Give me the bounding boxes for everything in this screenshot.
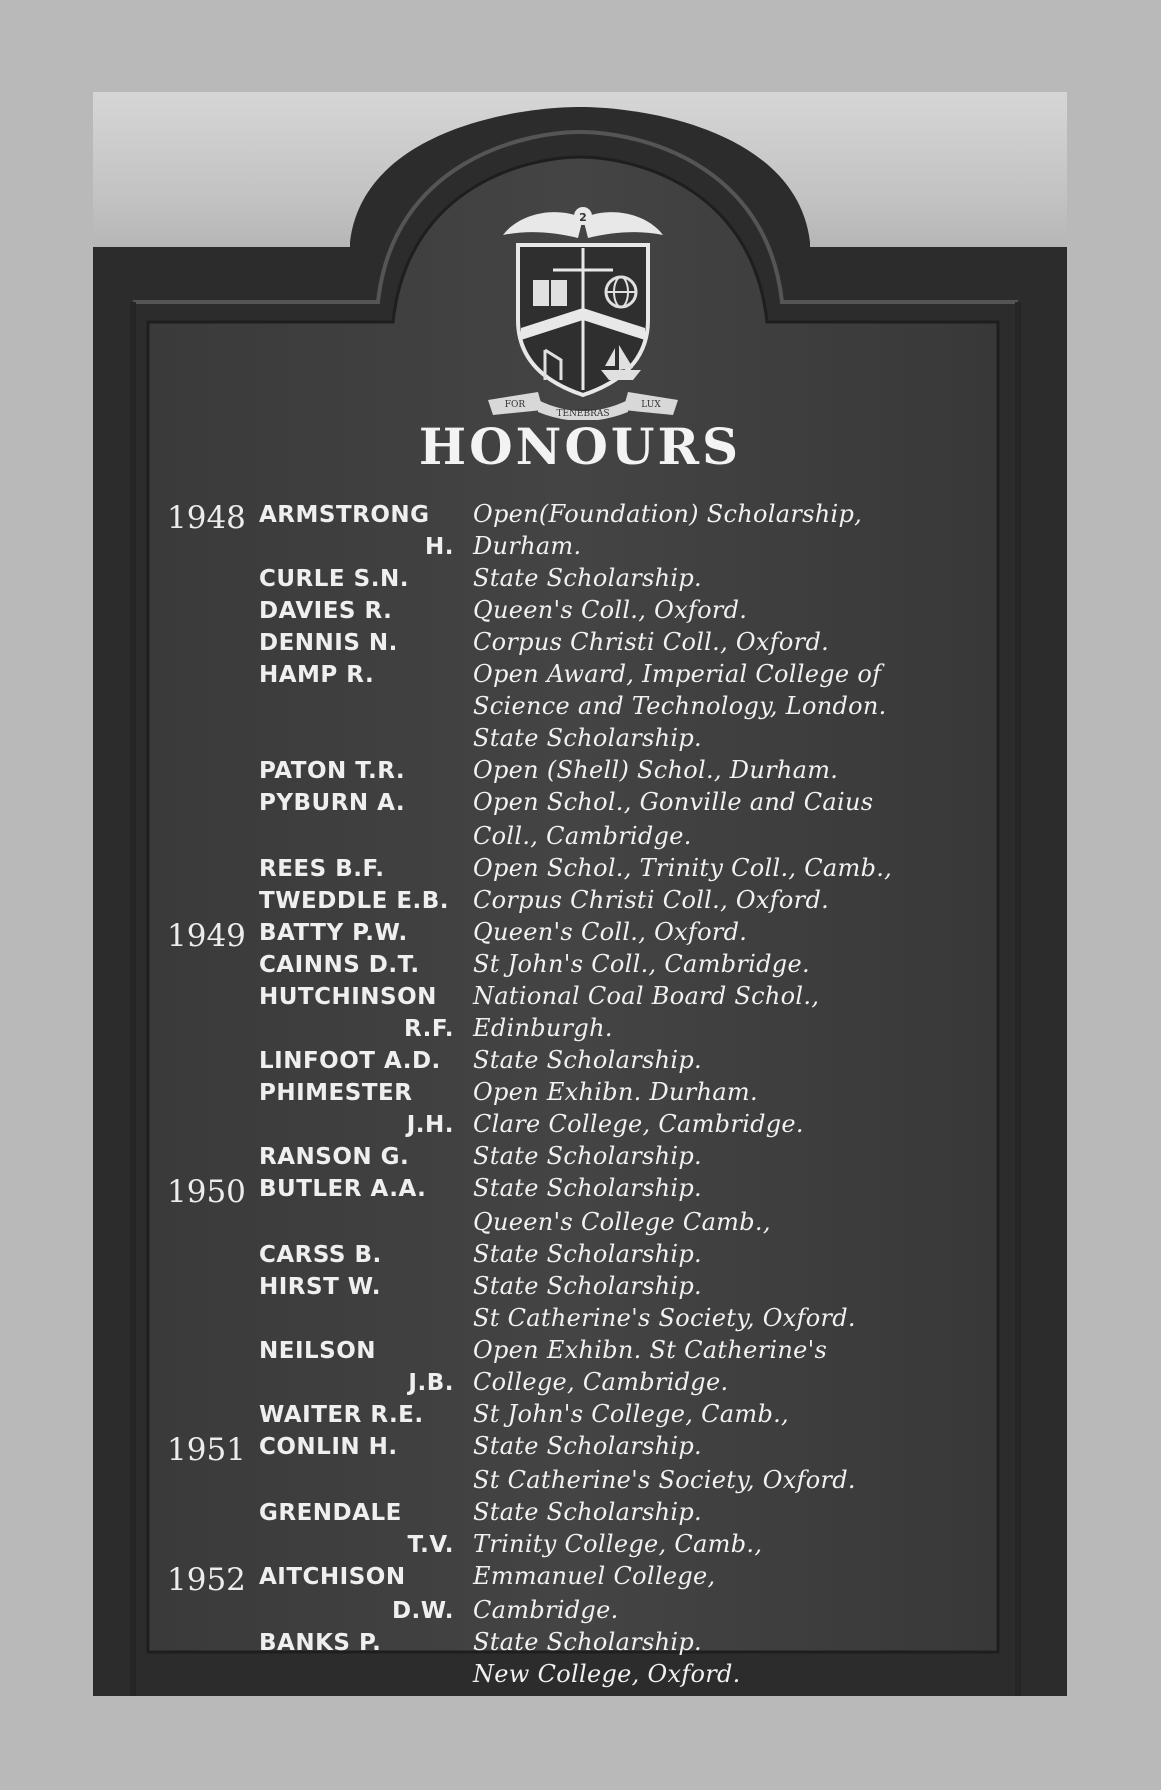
honour-text: St John's Coll., Cambridge.: [473, 950, 810, 978]
honour-text: National Coal Board Schol.,: [473, 982, 820, 1010]
honour-row: [93, 1432, 1067, 1468]
honour-row: [93, 1498, 1067, 1530]
student-name: BATTY P.W.: [259, 920, 408, 946]
honour-text: Cambridge.: [473, 1596, 619, 1624]
student-name: BANKS P.: [259, 1630, 382, 1656]
honour-text: Corpus Christi Coll., Oxford.: [473, 886, 830, 914]
crest-motto-left: FOR: [504, 400, 526, 410]
year-label: 1951: [167, 1432, 246, 1468]
student-name: HUTCHINSON: [259, 984, 437, 1010]
honour-text: Open Schol., Trinity Coll., Camb.,: [473, 854, 893, 882]
honour-row: [93, 1596, 1067, 1628]
student-name: BUTLER A.A.: [259, 1176, 427, 1202]
student-name: GRENDALE: [259, 1500, 402, 1526]
honour-row: [93, 1336, 1067, 1368]
honour-text: Emmanuel College,: [473, 1562, 716, 1590]
honour-row: [93, 1110, 1067, 1142]
honour-row: [93, 1562, 1067, 1598]
honour-text: State Scholarship.: [473, 1174, 702, 1202]
student-name: RANSON G.: [259, 1144, 410, 1170]
honour-row: [93, 854, 1067, 886]
student-name: H.: [425, 534, 454, 560]
honour-row: [93, 532, 1067, 564]
honour-row: [93, 1174, 1067, 1210]
student-name: CONLIN H.: [259, 1434, 398, 1460]
honour-row: [93, 500, 1067, 536]
honour-text: Durham.: [473, 532, 582, 560]
honour-row: [93, 1628, 1067, 1660]
honours-board-photo: [93, 92, 1067, 1696]
honour-text: Open (Shell) Schol., Durham.: [473, 756, 839, 784]
honour-text: Science and Technology, London.: [473, 692, 887, 720]
honour-row: [93, 1046, 1067, 1078]
honour-text: State Scholarship.: [473, 1432, 702, 1460]
honour-text: St Catherine's Society, Oxford.: [473, 1304, 856, 1332]
honour-row: [93, 886, 1067, 918]
honour-row: [93, 628, 1067, 660]
honour-text: Queen's Coll., Oxford.: [473, 596, 748, 624]
honour-row: [93, 1368, 1067, 1400]
student-name: CURLE S.N.: [259, 566, 409, 592]
honour-row: [93, 1142, 1067, 1174]
student-name: R.F.: [404, 1016, 454, 1042]
year-label: 1952: [167, 1562, 246, 1598]
student-name: T.V.: [407, 1532, 454, 1558]
honour-row: [93, 596, 1067, 628]
honour-text: St John's College, Camb.,: [473, 1400, 789, 1428]
honour-row: [93, 692, 1067, 724]
honour-text: State Scholarship.: [473, 1498, 702, 1526]
honour-text: Queen's Coll., Oxford.: [473, 918, 748, 946]
honour-row: [93, 950, 1067, 982]
honour-row: [93, 1240, 1067, 1272]
honour-row: [93, 982, 1067, 1014]
honour-text: State Scholarship.: [473, 1628, 702, 1656]
crest-motto-center: TENEBRAS: [556, 409, 610, 419]
honour-row: [93, 1530, 1067, 1562]
crest-motto-right: LUX: [641, 400, 661, 410]
student-name: TWEDDLE E.B.: [259, 888, 450, 914]
honour-text: State Scholarship.: [473, 1240, 702, 1268]
honour-text: State Scholarship.: [473, 724, 702, 752]
honour-text: Open Schol., Gonville and Caius: [473, 788, 874, 816]
student-name: PHIMESTER: [259, 1080, 413, 1106]
student-name: WAITER R.E.: [259, 1402, 424, 1428]
student-name: D.W.: [391, 1598, 454, 1624]
board-title: HONOURS: [418, 417, 742, 476]
honour-text: Queen's College Camb.,: [473, 1208, 771, 1236]
honour-row: [93, 1400, 1067, 1432]
student-name: DAVIES R.: [259, 598, 393, 624]
honour-text: State Scholarship.: [473, 1046, 702, 1074]
honour-row: [93, 1014, 1067, 1046]
honour-text: St Catherine's Society, Oxford.: [473, 1466, 856, 1494]
student-name: CAINNS D.T.: [259, 952, 420, 978]
crest-numeral: 2: [579, 211, 587, 224]
honour-row: [93, 1660, 1067, 1692]
student-name: PYBURN A.: [259, 790, 406, 816]
honour-row: [93, 756, 1067, 788]
honour-text: Open Exhibn. Durham.: [473, 1078, 758, 1106]
student-name: J.H.: [406, 1112, 454, 1138]
honour-row: [93, 1208, 1067, 1240]
student-name: J.B.: [408, 1370, 454, 1396]
honour-text: State Scholarship.: [473, 1142, 702, 1170]
student-name: CARSS B.: [259, 1242, 382, 1268]
honour-text: Edinburgh.: [473, 1014, 613, 1042]
honour-row: [93, 1272, 1067, 1304]
honour-row: [93, 918, 1067, 954]
student-name: AITCHISON: [259, 1564, 406, 1590]
student-name: NEILSON: [259, 1338, 377, 1364]
student-name: ARMSTRONG: [259, 502, 430, 528]
honour-row: [93, 1078, 1067, 1110]
honour-text: Corpus Christi Coll., Oxford.: [473, 628, 830, 656]
honour-text: Open(Foundation) Scholarship,: [473, 500, 863, 528]
honour-row: [93, 1466, 1067, 1498]
honour-text: College, Cambridge.: [473, 1368, 729, 1396]
honour-row: [93, 564, 1067, 596]
honour-row: [93, 724, 1067, 756]
honour-row: [93, 788, 1067, 820]
honour-text: Open Award, Imperial College of: [473, 660, 882, 688]
honour-text: Open Exhibn. St Catherine's: [473, 1336, 828, 1364]
honour-text: State Scholarship.: [473, 1272, 702, 1300]
honour-row: [93, 822, 1067, 854]
school-crest-icon: [483, 200, 683, 420]
honour-text: Coll., Cambridge.: [473, 822, 692, 850]
honour-text: New College, Oxford.: [473, 1660, 741, 1688]
honour-text: Clare College, Cambridge.: [473, 1110, 804, 1138]
honour-text: Trinity College, Camb.,: [473, 1530, 763, 1558]
student-name: HIRST W.: [259, 1274, 382, 1300]
student-name: HAMP R.: [259, 662, 375, 688]
student-name: REES B.F.: [259, 856, 385, 882]
year-label: 1950: [167, 1174, 246, 1210]
honour-row: [93, 1304, 1067, 1336]
student-name: LINFOOT A.D.: [259, 1048, 441, 1074]
year-label: 1949: [167, 918, 246, 954]
student-name: PATON T.R.: [259, 758, 406, 784]
honour-row: [93, 660, 1067, 692]
student-name: DENNIS N.: [259, 630, 398, 656]
honour-text: State Scholarship.: [473, 564, 702, 592]
year-label: 1948: [167, 500, 246, 536]
